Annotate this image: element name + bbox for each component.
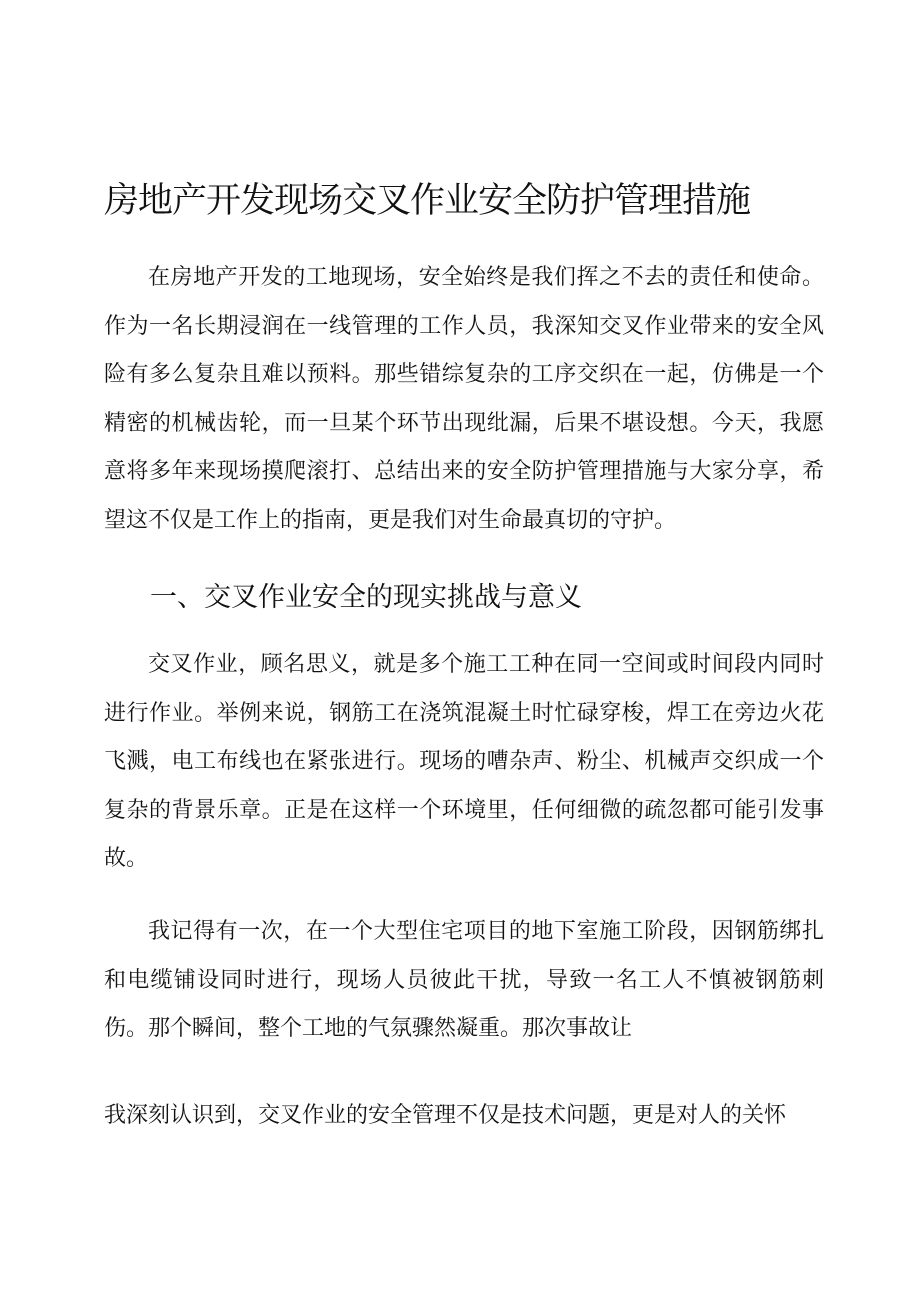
body-paragraph: 交叉作业，顾名思义，就是多个施工工种在同一空间或时间段内同时进行作业。举例来说，钢筋工在浇筑混凝土时忙碌穿梭，焊工在旁边火花飞溅，电工布线也在紧张进行。现场的嘈杂声、粉尘、机械声交织成一个复杂的背景乐章。正是在这样一个环境里，任何细微的疏忽都可能引发事故。: [104, 652, 824, 871]
body-paragraph: 我深刻认识到，交叉作业的安全管理不仅是技术问题，更是对人的关怀: [104, 1103, 787, 1128]
document-title: 房地产开发现场交叉作业安全防护管理措施: [104, 181, 751, 221]
intro-paragraph: 在房地产开发的工地现场，安全始终是我们挥之不去的责任和使命。作为一名长期浸润在一线管理的工作人员，我深知交叉作业带来的安全风险有多么复杂且难以预料。那些错综复杂的工序交织在一起，仿佛是一个精密的机械齿轮，而一旦某个环节出现纰漏，后果不堪设想。今天，我愿意将多年来现场摸爬滚打、总结出来的安全防护管理措施与大家分享，希望这不仅是工作上的指南，更是我们对生命最真切的守护。: [104, 265, 824, 533]
section-heading: 一、交叉作业安全的现实挑战与意义: [150, 582, 582, 613]
body-paragraph: 我记得有一次，在一个大型住宅项目的地下室施工阶段，因钢筋绑扎和电缆铺设同时进行，现场人员彼此干扰，导致一名工人不慎被钢筋刺伤。那个瞬间，整个工地的气氛骤然凝重。那次事故让: [104, 919, 824, 1041]
